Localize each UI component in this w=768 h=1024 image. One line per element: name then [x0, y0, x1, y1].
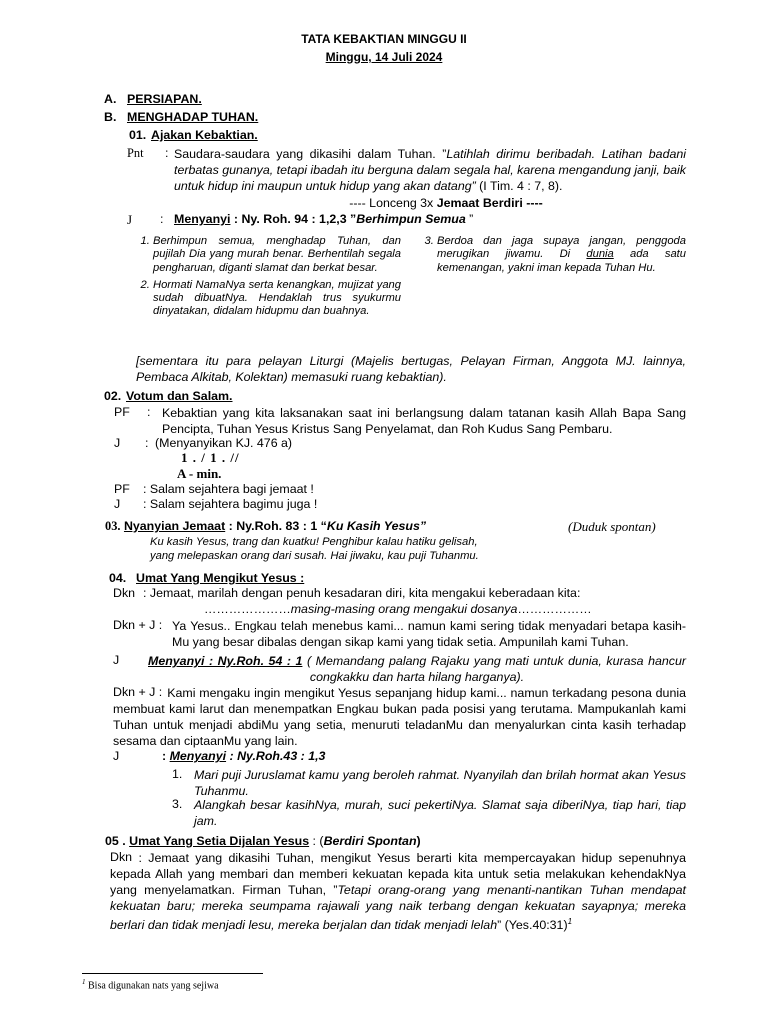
verse-43-3-num: 3. — [172, 797, 183, 811]
dkn-05-label: Dkn — [110, 850, 133, 864]
pf-salam-label: PF — [114, 482, 130, 496]
verse-43-1-num: 1. — [172, 767, 183, 781]
pnt-text-plain: Saudara-saudara yang dikasihi dalam Tuhan. ” — [174, 147, 447, 161]
pnt-text-scripture: Latihlah dirimu beribadah. Latihan badani terbatas gunanya, tetapi ibadah itu berguna dalam segala hal, karena mengandung janji, baik untuk hidup ini maupun untuk hidup yang akan datang” — [174, 147, 687, 193]
verses-94-right — [420, 235, 686, 279]
verse-94-2: 2. Hormati NamaNya serta kenangkan, mujizat yang sudah dibuatNya. Hendaklah trus syukurmu dinyatakan, didalam hidupmu dan buahnya. — [153, 279, 401, 319]
dkn-text: : Jemaat, marilah dengan penuh kesadaran diri, kita mengakui keberadaan kita: — [143, 586, 581, 600]
j-votum-text: (Menyanyikan KJ. 476 a) — [155, 436, 293, 450]
pf-text: Kebaktian yang kita laksanakan saat ini berlangsung dalam tatanan kasih Allah Bapa Sang Pencipta, Tuhan Yesus Kristus Sang Penyelamat, dan Roh Kudus Sang Pembaru. — [162, 406, 686, 436]
footnote-divider — [82, 973, 263, 974]
verse-43-3: Alangkah besar kasihNya, murah, suci pekertiNya. Slamat saja diberiNya, tiap hari, tiap jam. — [194, 798, 686, 828]
sing-43-ref: : Ny.Roh.43 : 1,3 — [226, 749, 326, 763]
footnote — [82, 978, 219, 992]
pnt-text — [174, 146, 686, 194]
sing-94-line — [174, 212, 473, 227]
item-01-number: 01. — [129, 128, 147, 142]
section-b-label: B. — [104, 110, 117, 124]
item-05-title: Umat Yang Setia Dijalan Yesus — [129, 834, 310, 848]
sing-43-line — [162, 749, 325, 764]
dknj-label: Dkn + J : — [113, 618, 163, 632]
confession-dots — [204, 602, 592, 617]
dknj2-text — [113, 685, 686, 749]
item-03-title: Nyanyian Jemaat — [123, 519, 226, 533]
dkn-05-ref: ” (Yes.40:31) — [497, 918, 568, 933]
sing-54-lyric: ( Memandang palang Rajaku yang mati untuk dunia, kurasa hancur congkakku dan harta hilang harganya). — [302, 654, 686, 684]
verse-94-3-dunia: dunia — [586, 248, 614, 261]
section-b-title: MENGHADAP TUHAN. — [127, 110, 259, 124]
verse-94-3-part-a: Berdoa dan jaga supaya jangan, penggoda merugikan jiwamu. Di — [437, 235, 686, 261]
section-a-label: A. — [104, 92, 117, 106]
pf-label: PF — [114, 405, 130, 419]
dots-left: ………………… — [204, 602, 291, 616]
item-05-line — [105, 834, 421, 849]
dkn-05-scripture: Tetapi orang-orang yang menanti-nantikan Tuhan mendapat kekuatan baru; mereka seumpama rajawali yang naik terbang dengan kekuatan sayapnya; mereka berlari dan tidak menjadi lesu, mereka berjalan dan tidak menjadi lelah — [110, 883, 686, 933]
pnt-colon: : — [165, 146, 169, 160]
pnt-label: Pnt — [127, 146, 144, 160]
sing-94-title: Berhimpun Semua — [356, 212, 466, 226]
verse-43-1: Mari puji Juruslamat kamu yang beroleh rahmat. Nyanyilah dan brilah hormat akan Yesus Tuhanmu. — [194, 768, 686, 798]
amin-notation: 1 . / 1 . // — [181, 450, 240, 465]
item-05-berdiri: Berdiri Spontan — [323, 834, 417, 848]
dknj-text: Ya Yesus.. Engkau telah menebus kami... namun kami sering tidak menyadari betapa kasih-Mu yang besar dibalas dengan sikap kami yang tidak setia. Ampunilah kami Tuhan. — [172, 619, 686, 649]
service-date: Minggu, 14 Juli 2024 — [325, 50, 443, 64]
lonceng-berdiri: Jemaat Berdiri ---- — [436, 196, 543, 210]
sing-94-menyanyi: Menyanyi — [174, 212, 231, 226]
footnote-text: Bisa digunakan nats yang sejiwa — [85, 980, 219, 992]
dkn-05-text — [110, 850, 686, 933]
pf-salam-text: : Salam sejahtera bagi jemaat ! — [143, 482, 314, 496]
sing-43-colon: : — [162, 749, 167, 763]
verse-94-3-part-b: ada satu kemenangan, yakni iman kepada Tuhan Hu. — [437, 248, 686, 274]
dkn-label: Dkn — [113, 586, 136, 600]
pnt-text-reference: (I Tim. 4 : 7, 8). — [475, 179, 563, 193]
page-title: TATA KEBAKTIAN MINGGU II — [301, 32, 467, 46]
lyric-83-line2: yang melepaskan orang dari susah. Hai jiwaku, kau puji Tuhanmu. — [150, 550, 479, 562]
sing-43-menyanyi: Menyanyi — [169, 749, 227, 763]
item-02-title: Votum dan Salam. — [126, 389, 233, 403]
verse-94-3 — [437, 235, 686, 275]
j-54-label: J — [113, 653, 120, 667]
j-salam-label: J — [114, 497, 121, 511]
item-04-number: 04. — [109, 571, 127, 585]
pf-colon: : — [147, 405, 151, 419]
item-05-close: ) — [416, 834, 421, 848]
item-03-line — [105, 519, 426, 534]
duduk-spontan: (Duduk spontan) — [568, 519, 656, 534]
j-votum-colon: : — [145, 436, 149, 450]
item-04-title: Umat Yang Mengikut Yesus : — [136, 571, 305, 585]
dkn-05-plain: : Jemaat yang dikasihi Tuhan, mengikut Yesus berarti kita mempercayakan hidup sepenuhnya kepada Allah yang membari dan memberi kekuatan kepada kita untuk setia melakukan kehendakNya yang menyelamatkan. Firman Tuhan, ” — [110, 851, 686, 897]
sing-94-ref: : Ny. Roh. 94 : 1,2,3 ” — [230, 212, 357, 226]
item-03-song: Ku Kasih Yesus” — [326, 519, 427, 533]
j-colon: : — [160, 212, 164, 226]
amin-text: A - min. — [177, 466, 222, 481]
sing-54-ref: Menyanyi : Ny.Roh. 54 : 1 — [148, 654, 303, 668]
verse-94-1: 1. Berhimpun semua, menghadap Tuhan, dan pujilah Dia yang murah benar. Berhentilah segala pengharuan, diganti slamat dan berkat besar. — [153, 235, 401, 275]
item-03-ref: : Ny.Roh. 83 : 1 “ — [225, 519, 327, 533]
j-salam-text: : Salam sejahtera bagimu juga ! — [143, 497, 318, 511]
section-a-title: PERSIAPAN. — [127, 92, 202, 106]
item-02-number: 02. — [104, 389, 122, 403]
item-03-number: 03. — [105, 519, 121, 533]
j-43-label: J — [113, 749, 120, 763]
footnote-reference[interactable]: 1 — [567, 917, 573, 926]
dknj2-body: Kami mengaku ingin mengikut Yesus sepanjang hidup kami... namun terkadang pesona dunia membuat kami larut dan menempatkan Engkau bukan pada posisi yang terutama. Mampukanlah kami Tuhan untuk menjadi abdiMu yang setia, menuruti teladanMu dan menyalurkan cinta kasih terhadap sesama dan ciptaanMu yang lain. — [113, 686, 686, 748]
dots-right: ……………… — [517, 602, 592, 616]
lonceng-line — [0, 196, 768, 211]
item-01-title: Ajakan Kebaktian. — [151, 128, 258, 142]
j-votum-label: J — [114, 436, 121, 450]
liturgy-note: [sementara itu para pelayan Liturgi (Majelis bertugas, Pelayan Firman, Anggota MJ. lainnya, Pembaca Alkitab, Kolektan) memasuki ruang kebaktian). — [136, 354, 686, 384]
confession-instruction: masing-masing orang mengakui dosanya — [290, 602, 518, 616]
verses-94-left — [136, 235, 401, 323]
sing-54-line — [148, 653, 686, 685]
item-05-colon: : ( — [309, 834, 324, 848]
dknj2-label: Dkn + J : — [113, 685, 163, 699]
lyric-83-line1: Ku kasih Yesus, trang dan kuatku! Penghibur kalau hatiku gelisah, — [150, 536, 478, 548]
item-05-number: 05 . — [105, 834, 126, 848]
j-label: J — [127, 212, 133, 227]
footnote-mark: 1 — [82, 978, 86, 986]
lonceng-text: ---- Lonceng 3x — [349, 196, 437, 210]
sing-94-quote: ” — [465, 212, 474, 226]
